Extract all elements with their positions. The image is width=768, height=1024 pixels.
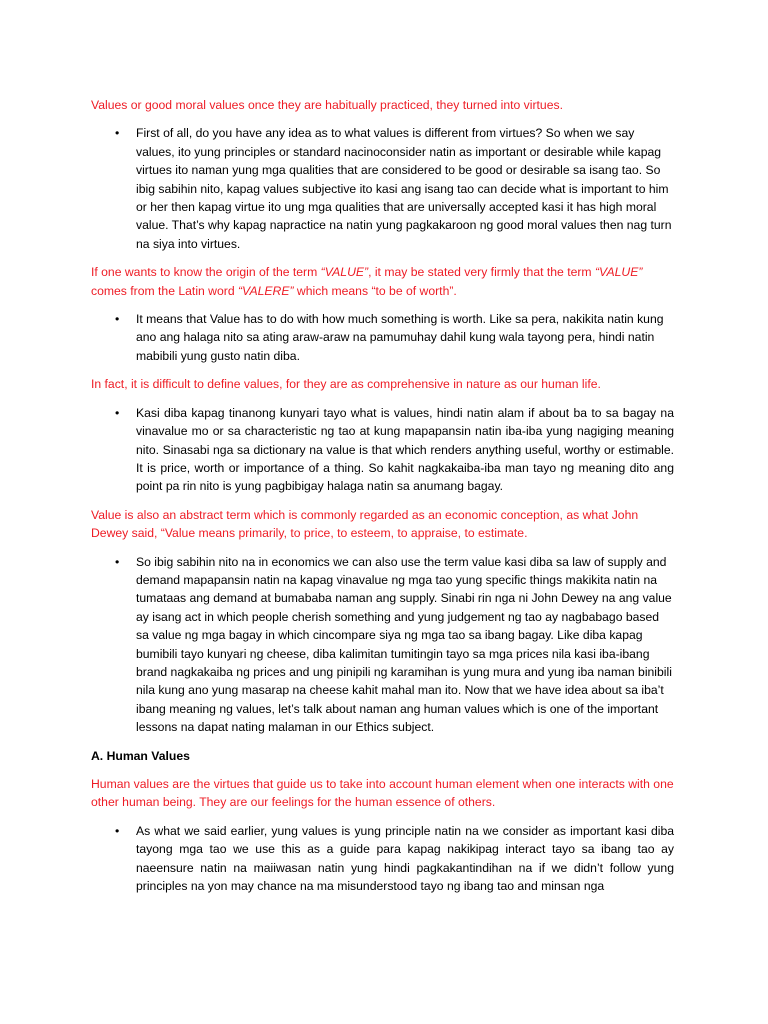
origin-text-3: comes from the Latin word — [91, 283, 238, 298]
origin-text-1: If one wants to know the origin of the term — [91, 265, 321, 280]
intro-human-values: Human values are the virtues that guide us to take into account human element when one interacts with one other human being. They are our feelings for the human essence of others. — [91, 777, 674, 810]
bullet-item — [91, 124, 674, 253]
bullet-list-1 — [91, 124, 674, 253]
intro-values-virtues: Values or good moral values once they are habitually practiced, they turned into virtues. — [91, 98, 563, 112]
origin-term-value-2: “VALUE” — [594, 265, 643, 280]
section-heading-human-values: A. Human Values — [91, 748, 190, 763]
bullet-dot-icon: • — [115, 312, 120, 327]
intro-abstract-term: Value is also an abstract term which is commonly regarded as an economic conception, as what John Dewey said, “Value means primarily, to price, to esteem, to appraise, to estimate. — [91, 507, 639, 541]
bullet-item — [91, 822, 674, 896]
bullet-item — [91, 404, 674, 496]
bullet-list-5 — [91, 822, 674, 896]
bullet-text: As what we said earlier, yung values is yung principle natin na we consider as important kasi diba tayong mga tao we use this as a guide para kapag nakikipag interact tayo sa ibang tao ay naeensure natin na maiiwasan natin yung hindi pagkakantindihan na if we didn’t follow yung principles na yon may chance na ma misunderstood tayo ng ibang tao and minsan nga — [136, 823, 674, 894]
bullet-dot-icon: • — [115, 554, 120, 569]
bullet-dot-icon: • — [115, 823, 120, 838]
origin-term-value-1: “VALUE” — [320, 265, 369, 280]
bullet-text: So ibig sabihin nito na in economics we can also use the term value kasi diba sa law of supply and demand mapapansin natin na kapag vinavalue ng mga tao yung specific things makikita natin na tumataas ang demand at bumababa naman ang supply. Sinabi rin nga ni John Dewey na ang value ay isang act in which people cherish something and yung judgement ng tao ay nagbabago based sa value ng mga bagay in which cincompare siya ng mga tao sa ibang bagay. Like diba kapag bumibili tayo kunyari ng cheese, diba kalimitan tumitingin tayo sa mga prices nila kasi iba-ibang brand nagkakaiba ng prices and ung pinipili ng karamihan is yung mura and yung iba naman binibili nila kung ano yung masarap na cheese kahit mahal man ito. Now that we have idea about sa iba’t ibang meaning ng values, let’s talk about naman ang human values which is one of the important lessons na dapat nating malaman in our Ethics subject. — [136, 554, 672, 735]
bullet-text: Kasi diba kapag tinanong kunyari tayo what is values, hindi natin alam if about ba to sa bagay na vinavalue mo or sa characteristic ng tao at kung mapapansin natin iba-iba yung nagiging meaning nito. Sinasabi nga sa dictionary na value is that which renders anything useful, worthy or estimable. It is price, worth or importance of a thing. So kahit nagkakaiba-iba man tayo ng meaning dito ang point pa rin nito is yung pagbibigay halaga natin sa anumang bagay. — [136, 405, 674, 494]
bullet-item — [91, 310, 674, 365]
origin-text-2: , it may be stated very firmly that the term — [368, 265, 595, 280]
origin-text-4: which means “to be of worth”. — [293, 283, 457, 298]
bullet-list-4 — [91, 553, 674, 737]
bullet-dot-icon: • — [115, 405, 120, 420]
bullet-list-3 — [91, 404, 674, 496]
intro-difficult-define: In fact, it is difficult to define values, for they are as comprehensive in nature as our human life. — [91, 377, 601, 392]
bullet-item — [91, 553, 674, 737]
bullet-list-2 — [91, 310, 674, 365]
bullet-text: First of all, do you have any idea as to what values is different from virtues? So when we say values, ito yung principles or standard nacinoconsider natin as important or desirable while kapag virtues ito naman yung mga qualities that are considered to be good or desirable sa isang tao. So ibig sabihin nito, kapag values subjective ito kasi ang isang tao can decide what is important to him or her then kapag virtue ito ung mga qualities that are universally accepted kasi it has high moral value. That’s why kapag napractice na natin yung pagkakaroon ng good moral values then nag turn na siya into virtues. — [136, 126, 672, 251]
origin-term-valere: “VALERE” — [238, 283, 294, 298]
bullet-text: It means that Value has to do with how much something is worth. Like sa pera, nakikita natin kung ano ang halaga nito sa ating araw-araw na pamumuhay dahil kung wala tayong pera, hindi natin mabibili yung gusto natin diba. — [136, 312, 664, 363]
intro-origin-value — [91, 263, 674, 300]
bullet-dot-icon: • — [115, 126, 120, 141]
